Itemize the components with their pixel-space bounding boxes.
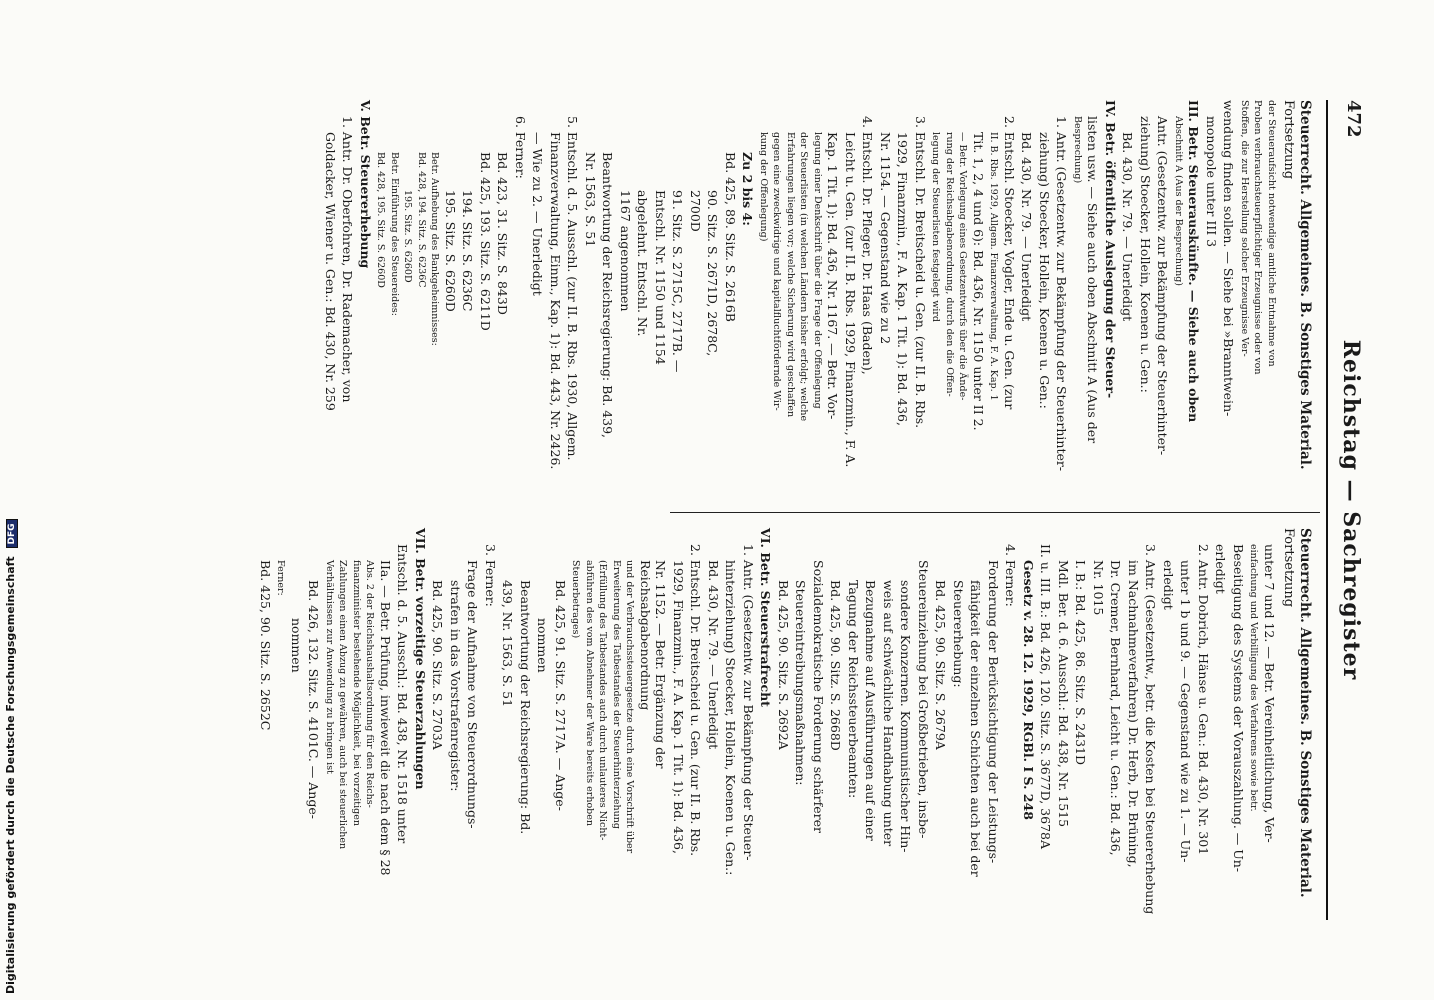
index-entry-line: hinterziehung) Stoecker, Hollein, Koenen u. Gen.: — [723, 560, 739, 876]
index-entry-line: Steuererhebung: — [951, 580, 966, 688]
index-entry-line: kung der Offenlegung) — [758, 132, 769, 242]
left-column-entries — [323, 100, 1278, 492]
index-entry-line: Bd. 428, 195. Sitz. S. 6260D — [375, 152, 387, 288]
index-entry-line: Betr. Einführung des Steuereides: — [389, 152, 400, 316]
rotated-page — [80, 100, 1370, 920]
index-entry-line: Betr. Aufhebung des Bankgeheimnisses: — [429, 152, 441, 346]
index-entry-line: monopole unter III 3 — [1204, 116, 1219, 248]
index-entry-line: und der Verbrauchssteuergesetze durch eine Vorschrift über — [624, 560, 636, 854]
index-entry-line: finanzminister bestehende Möglichkeit, bei vorzeitigen — [351, 560, 362, 826]
index-entry-line: gegen eine zweckwidrige und kapitalfluchtfördernde Wir- — [771, 132, 783, 411]
index-entry-line: Erfahrungen liegen vor; welche Sicherung wird geschaffen — [785, 132, 796, 418]
right-column-heading: Steuerrecht. Allgemeines. B. Sonstiges Material. — [1297, 528, 1313, 898]
index-entry-line: Bezugnahme auf Ausführungen auf einer — [863, 580, 879, 841]
index-entry-line: IIa. — Betr. Prüfung, inwieweit die nach dem § 28 — [378, 560, 393, 876]
index-entry-line: Tagung der Reichssteuerbeamten: — [846, 580, 861, 799]
index-entry-line: 1929, Finanzmin., F. A. Kap. 1 Tit. 1): Bd. 436, — [895, 132, 911, 426]
index-entry-line: einfachung und Verbilligung des Verfahrens sowie betr. — [1248, 544, 1260, 812]
index-entry-line: (Erfüllung des Tatbestandes auch durch unlauteres Nicht- — [597, 560, 609, 841]
index-entry-line: I. B.: Bd. 425, 86. Sitz. S. 2431D — [1073, 560, 1089, 766]
index-entry-line: Steuereintreibungsmaßnahmen: — [793, 580, 809, 786]
index-entry-line: 3. Ferner: — [483, 544, 498, 607]
index-entry-line: — Betr. Vorlegung eines Gesetzentwurfs über die Ände- — [957, 132, 969, 401]
index-entry-line: Zahlungen einen Abzug zu gewähren, auch bei steuerlichen — [337, 560, 349, 850]
index-entry-line: Beantwortung der Reichsregierung: Bd. 439, — [600, 152, 616, 439]
page-header — [1330, 100, 1364, 920]
index-entry-line: 2. Antr. Dobrich, Hänse u. Gen.: Bd. 430, Nr. 301 — [1196, 544, 1211, 856]
index-entry-line: im Nachnahmeverfahren) Dr. Herb, Dr. Brüning, — [1126, 560, 1141, 868]
index-entry-line: Bd. 425, 90. Sitz. S. 2703A — [430, 580, 446, 750]
digitization-credit — [4, 519, 18, 994]
index-entry-line: Gesetz v. 28. 12. 1929, RGBl. I S. 248 — [1021, 560, 1036, 820]
index-entry-line: abgelehnt. Entschl. Nr. — [635, 190, 651, 337]
index-entry-line: weis auf schwächliche Handhabung unter — [881, 580, 896, 847]
index-entry-line: Nr. 1152. — Betr. Ergänzung der Reichsabgabenordnung — [638, 560, 669, 769]
index-entry-line: sondere Konzernen. Kommunistischer Hin- — [898, 580, 914, 853]
index-entry-line: Abs. 2 der Reichshaushaltsordnung für den Reichs- — [364, 560, 376, 808]
index-entry-line: 1929, Finanzmin., F. A. Kap. 1 Tit. 1): Bd. 436, — [671, 560, 686, 854]
index-entry-line: Bd. 430, Nr. 79. — Unerledigt — [1019, 132, 1035, 322]
index-entry-line: Finanzverwaltung, Einm., Kap. 1): Bd. 443, Nr. 2426. — [548, 132, 563, 470]
index-entry-line: Beantwortung der Reichsregierung: Bd. — [518, 580, 533, 835]
index-entry-line: Bd. 425, 90. Sitz. S. 2692A — [776, 580, 791, 750]
index-entry-line: Forderung der Berücksichtigung der Leistungs- — [986, 560, 1001, 864]
index-entry-line: 91. Sitz. S. 2715C, 2717B. — — [670, 190, 686, 373]
index-entry-line: Bd. 430, Nr. 79. — Unerledigt — [706, 560, 721, 750]
index-entry-line: 4. Entschl. Dr. Pfleger, Dr. Haas (Baden), — [860, 116, 876, 375]
index-entry-line: Bd. 425, 90. Sitz. S. 2652C — [258, 560, 273, 731]
index-entry-line: II. B. Rbs. 1929, Allgem. Finanzverwaltung, F. A. Kap. 1 — [988, 132, 1000, 401]
index-entry-line: IV. Betr. öffentliche Auslegung der Steuer- — [1103, 100, 1118, 399]
index-entry-line: 439, Nr. 1563, S. 51 — [500, 580, 516, 708]
index-entry-line: 195. Sitz. S. 6260D — [443, 190, 458, 312]
index-entry-line: abführen des vom Abnehmer der Ware bereits erhoben — [584, 560, 595, 826]
index-entry-line: nommen — [535, 618, 551, 673]
running-title: Reichstag — Sachregister — [1338, 339, 1364, 681]
index-entry-line: 3. Entschl. Dr. Breitscheid u. Gen. (zur II. B. Rbs. — [913, 116, 928, 429]
index-entry-line: Steuerbetrages) — [570, 560, 582, 639]
index-entry-line: 2. Entschl. Stoecker, Vogler, Ende u. Gen. (zur — [1002, 116, 1017, 410]
index-entry-line: 90. Sitz. S. 2671D, 2678C, — [705, 190, 721, 357]
left-column-subheading: Fortsetzung — [1281, 100, 1297, 180]
index-entry-line: ziehung) Stoecker, Hollein, Koenen u. Gen.: — [1138, 116, 1153, 393]
index-entry-line: Nr. 1154. — Gegenstand wie zu 2 — [878, 132, 893, 345]
index-entry-line: Bd. 423, 31. Sitz. S. 843D — [495, 152, 511, 315]
left-column-heading: Steuerrecht. Allgemeines. B. Sonstiges Material. — [1297, 100, 1313, 470]
index-entry-line: 4. Ferner: — [1003, 544, 1019, 607]
index-entry-line: Antr. (Gesetzentw. zur Bekämpfung der Steuerhinter- — [1155, 116, 1171, 456]
index-entry-line: wendung finden sollen. — Siehe bei »Branntwein- — [1221, 100, 1237, 417]
index-entry-line: 6. Ferner: — [513, 116, 528, 179]
index-entry-line: Verhältnissen zur Anwendung zu bringen ist — [324, 560, 335, 774]
index-entry-line: erledigt — [1213, 544, 1229, 594]
index-entry-line: Bd. 430, Nr. 79. — Unerledigt — [1120, 132, 1136, 322]
index-entry-line: Proben verbrauchsteuerpflichtiger Erzeugnisse oder von — [1252, 100, 1264, 375]
index-entry-line: 5. Entschl. d. 5. Ausschl. (zur II. B. Rbs. 1930, Allgem. — [565, 116, 581, 461]
index-entry-line: unter 1 b und 9. — Gegenstand wie zu 1. — Un- — [1178, 560, 1194, 863]
index-entry-line: unter 7 und 12. — Betr. Vereinheitlichung, Ver- — [1262, 544, 1277, 843]
index-entry-line: 1. Antr. (Gesetzentw. zur Bekämpfung der Steuerhinter- — [1054, 116, 1070, 472]
index-entry-line: Abschnitt A (Aus der Besprechung) — [1173, 116, 1184, 286]
left-column — [323, 100, 1313, 492]
index-entry-line: 194. Sitz. S. 6236C — [460, 190, 476, 312]
index-entry-line: Bd. 425, 193. Sitz. S. 6211D — [478, 152, 493, 331]
digitization-credit-strip — [0, 0, 26, 1000]
index-entry-line: Dr. Cremer, Bernhard, Leicht u. Gen.: Bd. 436, — [1108, 560, 1124, 856]
index-entry-line: erledigt — [1161, 560, 1176, 610]
dfg-logo: DFG — [6, 519, 18, 548]
index-entry-line: 195. Sitz. S. 6260D — [402, 190, 414, 283]
index-entry-line: Beseitigung des Systems der Vorauszahlung. — Un- — [1231, 544, 1246, 873]
index-entry-line: fähigkeit der einzelnen Schichten auch bei der — [968, 580, 984, 877]
index-entry-line: listen usw. — Siehe auch oben Abschnitt A (Aus der — [1085, 116, 1101, 444]
right-column — [258, 528, 1313, 920]
index-entry-line: Kap. 1 Tit. 1): Bd. 436, Nr. 1167. — Betr. Vor- — [825, 132, 841, 420]
index-entry-line: strafen in das Vorstrafenregister: — [448, 580, 463, 792]
index-entry-line: Frage der Aufnahme von Steuerordnungs- — [465, 560, 481, 829]
index-entry-line: Mdl. Ber. d. 6. Ausschl.: Bd. 438, Nr. 1515 — [1056, 560, 1071, 828]
page-number: 472 — [1343, 100, 1364, 138]
index-entry-line: der Steueraufsicht notwendige amtliche Entnahme von — [1266, 100, 1277, 367]
index-entry-line: Nr. 1563, S. 51 — [583, 152, 598, 248]
column-divider — [670, 512, 1320, 513]
index-entry-line: Entschl. Nr. 1150 und 1154 — [653, 190, 668, 365]
index-entry-line: Bd. 425, 89. Sitz. S. 2616B — [723, 152, 738, 322]
index-entry-line: Goldacker, Wiener u. Gen.: Bd. 430, Nr. 259 — [323, 132, 338, 411]
credit-text: Digitalisierung gefördert durch die Deutsche Forschungsgemeinschaft — [4, 556, 17, 994]
index-entry-line: Bd. 428, 194. Sitz. S. 6236C — [416, 152, 427, 288]
index-entry-line: Sozialdemokratische Forderung schärferer — [811, 560, 826, 833]
index-entry-line: III. Betr. Steuerauskünfte. — Siehe auch oben — [1186, 100, 1202, 423]
index-entry-line: Bd. 425, 90. Sitz. S. 2668D — [828, 580, 844, 751]
index-entry-line: 2700D — [688, 190, 703, 232]
index-entry-line: Entschl. d. 5. Ausschl.: Bd. 438, Nr. 1518 unter — [395, 544, 411, 844]
index-entry-line: 2. Entschl. Dr. Breitscheid u. Gen. (zur II. B. Rbs. — [688, 544, 704, 857]
index-entry-line: nommen — [289, 618, 304, 673]
index-entry-line: 1. Antr. Dr. Oberfohren, Dr. Rademacher, von — [340, 116, 356, 403]
index-entry-line: 1167 angenommen — [618, 190, 633, 312]
index-entry-line: Bd. 425, 91. Sitz. S. 2717A. — Ange- — [553, 580, 568, 811]
header-rule — [1326, 100, 1328, 920]
index-entry-line: Bd. 426, 132. Sitz. S. 4101C. — Ange- — [306, 580, 322, 819]
index-entry-line: 3. Antr. (Gesetzentw., betr. die Kosten bei Steuererhebung — [1143, 544, 1159, 915]
right-column-subheading: Fortsetzung — [1281, 528, 1297, 608]
index-entry-line: Leicht u. Gen. (zur II. B. Rbs. 1929, Finanzmin., F. A. — [843, 132, 858, 468]
index-entry-line: ziehung) Stoecker, Hollein, Koenen u. Gen.: — [1037, 132, 1052, 409]
index-entry-line: II. u. III. B.: Bd. 426, 120. Sitz. S. 3677D, 3678A — [1038, 544, 1054, 850]
index-entry-line: Zu 2 bis 4: — [740, 152, 756, 226]
index-entry-line: legung der Steuerlisten festgelegt wird — [930, 132, 942, 323]
index-entry-line: Besprechung) — [1072, 116, 1083, 184]
index-entry-line: Bd. 425, 90. Sitz. S. 2679A — [933, 580, 949, 750]
right-column-entries — [258, 528, 1278, 920]
index-entry-line: Nr. 1015 — [1091, 560, 1106, 616]
index-entry-line: legung einer Denkschrift über die Frage der Offenlegung — [812, 132, 823, 409]
index-entry-line: 1. Antr. (Gesetzentw. zur Bekämpfung der Steuer- — [741, 544, 756, 861]
index-entry-line: rung der Reichsabgabenordnung, durch den die Offen- — [944, 132, 955, 397]
index-entry-line: — Wie zu 2. — Unerledigt — [530, 132, 546, 296]
index-entry-line: VI. Betr. Steuerstrafrecht — [758, 528, 774, 707]
index-entry-line: V. Betr. Steuererhebung — [358, 100, 373, 269]
index-entry-line: VII. Betr. vorzeitige Steuerzahlungen — [413, 528, 428, 790]
index-entry-line: Tit. 1, 2, 4 und 6): Bd. 436, Nr. 1150 unter II 2. — [971, 132, 986, 431]
index-entry-line: Stoffen, die zur Herstellung solcher Erzeugnisse Ver- — [1239, 100, 1250, 357]
index-entry-line: Ferner: — [275, 560, 287, 596]
index-entry-line: Steuereinziehung bei Großbetrieben, insbe- — [916, 560, 931, 839]
index-entry-line: der Steuerlisten (in welchen Ländern bisher erfolgt; welche — [798, 132, 810, 422]
index-entry-line: Erweiterung des Tatbestandes der Steuerhinterziehung — [611, 560, 622, 829]
